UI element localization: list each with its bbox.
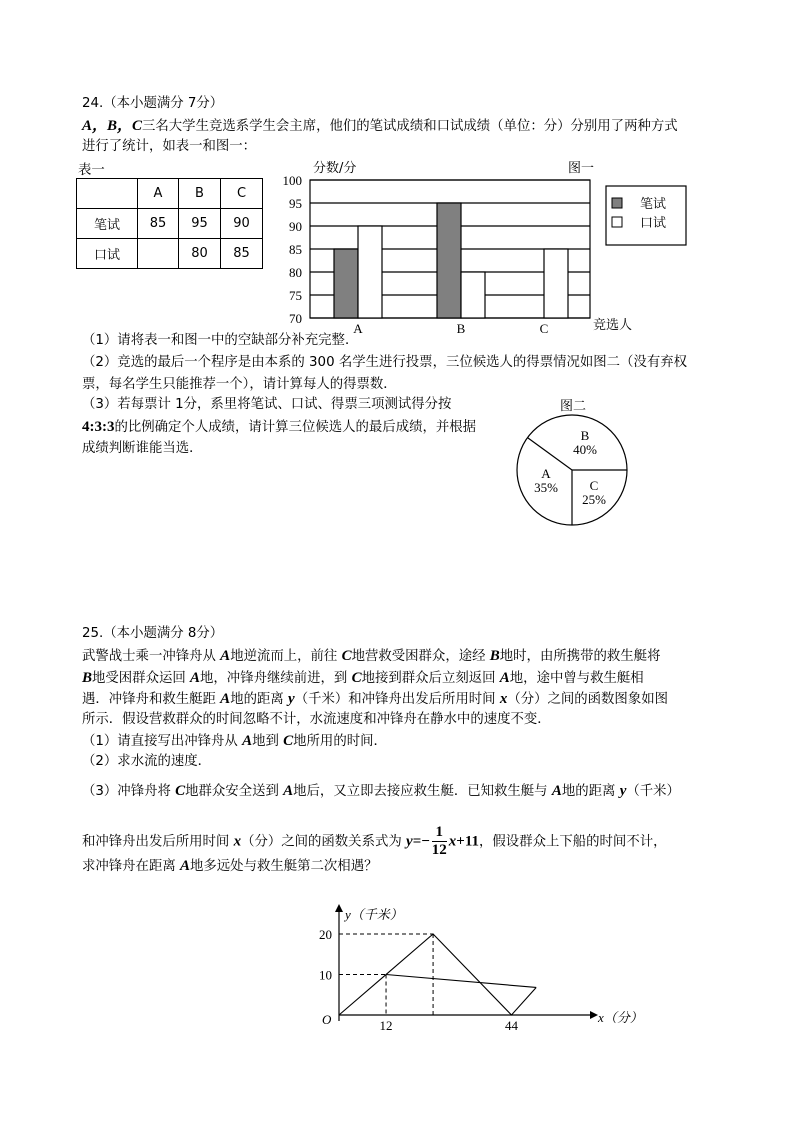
math-variable: A bbox=[283, 783, 294, 799]
q24-question bbox=[82, 418, 476, 437]
q25-line bbox=[82, 669, 644, 688]
denominator: 12 bbox=[431, 842, 447, 858]
table-cell: 85 bbox=[138, 209, 179, 239]
math-variable: C bbox=[175, 783, 186, 799]
math-variable: x bbox=[233, 833, 242, 850]
x-axis-arrow-icon bbox=[590, 1011, 598, 1019]
y-tick-label: 10 bbox=[319, 967, 332, 983]
text: 三名大学生竞选系学生会主席，他们的笔试成绩和口试成绩（单位：分）分别用了两种方式 bbox=[142, 119, 678, 134]
bar-笔试 bbox=[334, 249, 358, 318]
pie-percent: 25% bbox=[582, 492, 606, 507]
table-cell: 80 bbox=[179, 239, 221, 269]
table-header: A bbox=[138, 179, 179, 209]
q24-question bbox=[82, 354, 687, 372]
x-tick-label: B bbox=[456, 321, 466, 336]
text: 成绩判断谁能当选． bbox=[82, 441, 203, 456]
math-variable: A bbox=[242, 733, 253, 749]
text: 的比例确定个人成绩，请计算三位候选人的最后成绩，并根据 bbox=[114, 420, 477, 435]
text: 地受困群众运回 bbox=[92, 671, 191, 686]
math-variable: y bbox=[406, 833, 413, 850]
math-variable: C bbox=[283, 733, 294, 749]
chart-title: 图一 bbox=[568, 161, 595, 176]
text: （分）之间的函数关系式为 bbox=[241, 834, 407, 850]
x-axis-label: x（分） bbox=[598, 1010, 643, 1025]
text: 地所用的时间． bbox=[293, 734, 387, 749]
q25-line bbox=[82, 857, 377, 876]
q24-question bbox=[82, 440, 203, 458]
text: （千米）和冲锋舟出发后所用时间 bbox=[294, 692, 500, 707]
text: （1）请直接写出冲锋舟从 bbox=[82, 734, 243, 749]
pie-title: 图二 bbox=[560, 399, 587, 414]
bar-笔试 bbox=[437, 203, 461, 318]
text: 和冲锋舟出发后所用时间 bbox=[82, 834, 234, 850]
math-variable: A bbox=[220, 648, 231, 664]
math-variable: B bbox=[489, 648, 500, 664]
x-tick-label: A bbox=[353, 321, 363, 336]
y-tick-label: 80 bbox=[289, 265, 302, 280]
legend-swatch bbox=[612, 198, 622, 208]
fraction bbox=[432, 824, 447, 859]
text: 地多远处与救生艇第二次相遇？ bbox=[190, 859, 378, 874]
math-variable: y bbox=[288, 691, 295, 707]
bar-口试 bbox=[461, 272, 485, 318]
pie-label: C bbox=[589, 478, 599, 493]
math-variable: A，B，C bbox=[82, 118, 143, 134]
y-tick-label: 20 bbox=[319, 927, 332, 942]
text: （分）之间的函数图象如图 bbox=[507, 692, 668, 707]
text: （3）冲锋舟将 bbox=[82, 784, 176, 799]
q25-line bbox=[82, 824, 667, 859]
text: （千米） bbox=[626, 784, 680, 799]
y-tick-label: 95 bbox=[289, 196, 302, 211]
text: 遇．冲锋舟和救生艇距 bbox=[82, 692, 221, 707]
pie-label: A bbox=[541, 466, 551, 481]
y-tick-label: 90 bbox=[289, 219, 302, 234]
pie-percent: 40% bbox=[573, 442, 597, 457]
math-variable: B bbox=[82, 670, 93, 686]
y-axis-arrow-icon bbox=[335, 904, 343, 912]
x-axis-title: 竞选人 bbox=[593, 318, 633, 333]
text: 地，冲锋舟继续前进，到 bbox=[200, 671, 352, 686]
text: 地，途中曾与救生艇相 bbox=[509, 671, 644, 686]
math-variable: C bbox=[351, 670, 362, 686]
q25-line bbox=[82, 753, 211, 771]
text: （3）若每票计 1分，系里将笔试、口试、得票三项测试得分按 bbox=[82, 397, 452, 412]
origin-label: O bbox=[322, 1012, 332, 1027]
y-tick-label: 70 bbox=[289, 311, 302, 326]
text: 地后，又立即去接应救生艇．已知救生艇与 bbox=[293, 784, 552, 799]
text: 武警战士乘一冲锋舟从 bbox=[82, 649, 221, 664]
q24-question bbox=[82, 396, 451, 414]
q25-line bbox=[82, 732, 387, 751]
text: 地营救受困群众，途经 bbox=[351, 649, 490, 664]
bar-口试 bbox=[358, 226, 382, 318]
table-caption: 表一 bbox=[78, 163, 105, 178]
text: 地的距离 bbox=[230, 692, 289, 707]
text: 进行了统计，如表一和图一： bbox=[82, 139, 257, 154]
x-tick-label: C bbox=[539, 321, 549, 336]
bold-text: +11 bbox=[456, 833, 480, 850]
q25-line bbox=[82, 647, 660, 666]
math-variable: x bbox=[448, 833, 457, 850]
text: 地时，由所携带的救生艇将 bbox=[499, 649, 661, 664]
graph-line-救生艇 bbox=[386, 975, 536, 988]
text: 地的距离 bbox=[561, 784, 620, 799]
table-header: C bbox=[221, 179, 263, 209]
text: （2）求水流的速度． bbox=[82, 754, 212, 769]
text: 地群众安全送到 bbox=[185, 784, 284, 799]
q25-line bbox=[82, 782, 680, 801]
legend-swatch bbox=[612, 217, 622, 227]
text: （2）竞选的最后一个程序是由本系的 300 名学生进行投票，三位候选人的得票情况如图二（没有弃权 bbox=[82, 355, 687, 370]
text: （1）请将表一和图一中的空缺部分补充完整． bbox=[82, 333, 359, 348]
bold-text: 4:3:3 bbox=[82, 419, 115, 435]
bold-text: =− bbox=[412, 833, 430, 850]
x-tick-label: 12 bbox=[379, 1018, 393, 1033]
math-variable: x bbox=[499, 691, 508, 707]
numerator: 1 bbox=[432, 824, 447, 842]
y-axis-label: y（千米） bbox=[345, 907, 403, 922]
table-cell: 口试 bbox=[77, 239, 138, 269]
math-variable: A bbox=[180, 858, 191, 874]
text: 地逆流而上，前往 bbox=[230, 649, 342, 664]
legend-label: 笔试 bbox=[640, 197, 667, 212]
text: 求冲锋舟在距离 bbox=[82, 859, 180, 874]
y-tick-label: 100 bbox=[282, 173, 302, 188]
math-variable: A bbox=[551, 783, 562, 799]
math-variable: A bbox=[499, 670, 510, 686]
y-axis-title: 分数/分 bbox=[313, 161, 357, 176]
y-tick-label: 85 bbox=[289, 242, 302, 257]
text: 所示．假设营救群众的时间忽略不计，水流速度和冲锋舟在静水中的速度不变． bbox=[82, 712, 551, 727]
text: 地接到群众后立刻返回 bbox=[361, 671, 500, 686]
bar-口试 bbox=[544, 249, 568, 318]
q25-title: 25.（本小题满分 8分） bbox=[82, 626, 224, 641]
q24-question bbox=[82, 332, 358, 350]
math-variable: A bbox=[220, 691, 231, 707]
table-cell: 笔试 bbox=[77, 209, 138, 239]
math-variable: C bbox=[341, 648, 352, 664]
legend-label: 口试 bbox=[640, 216, 667, 231]
table-cell: 90 bbox=[221, 209, 263, 239]
q24-title: 24.（本小题满分 7分） bbox=[82, 96, 224, 111]
table-cell: 95 bbox=[179, 209, 221, 239]
math-variable: y bbox=[619, 783, 627, 799]
pie-label: B bbox=[580, 428, 590, 443]
table-header: B bbox=[179, 179, 221, 209]
pie-percent: 35% bbox=[534, 480, 558, 495]
q25-line bbox=[82, 690, 668, 709]
y-tick-label: 75 bbox=[289, 288, 302, 303]
math-variable: A bbox=[190, 670, 201, 686]
text: 票，每名学生只能推荐一个），请计算每人的得票数． bbox=[82, 377, 397, 392]
q24-question bbox=[82, 376, 397, 394]
x-tick-label: 44 bbox=[504, 1018, 518, 1033]
text: ，假设群众上下船的时间不计， bbox=[479, 834, 667, 850]
text: 地到 bbox=[252, 734, 284, 749]
q25-line bbox=[82, 711, 551, 729]
table-cell: 85 bbox=[221, 239, 263, 269]
